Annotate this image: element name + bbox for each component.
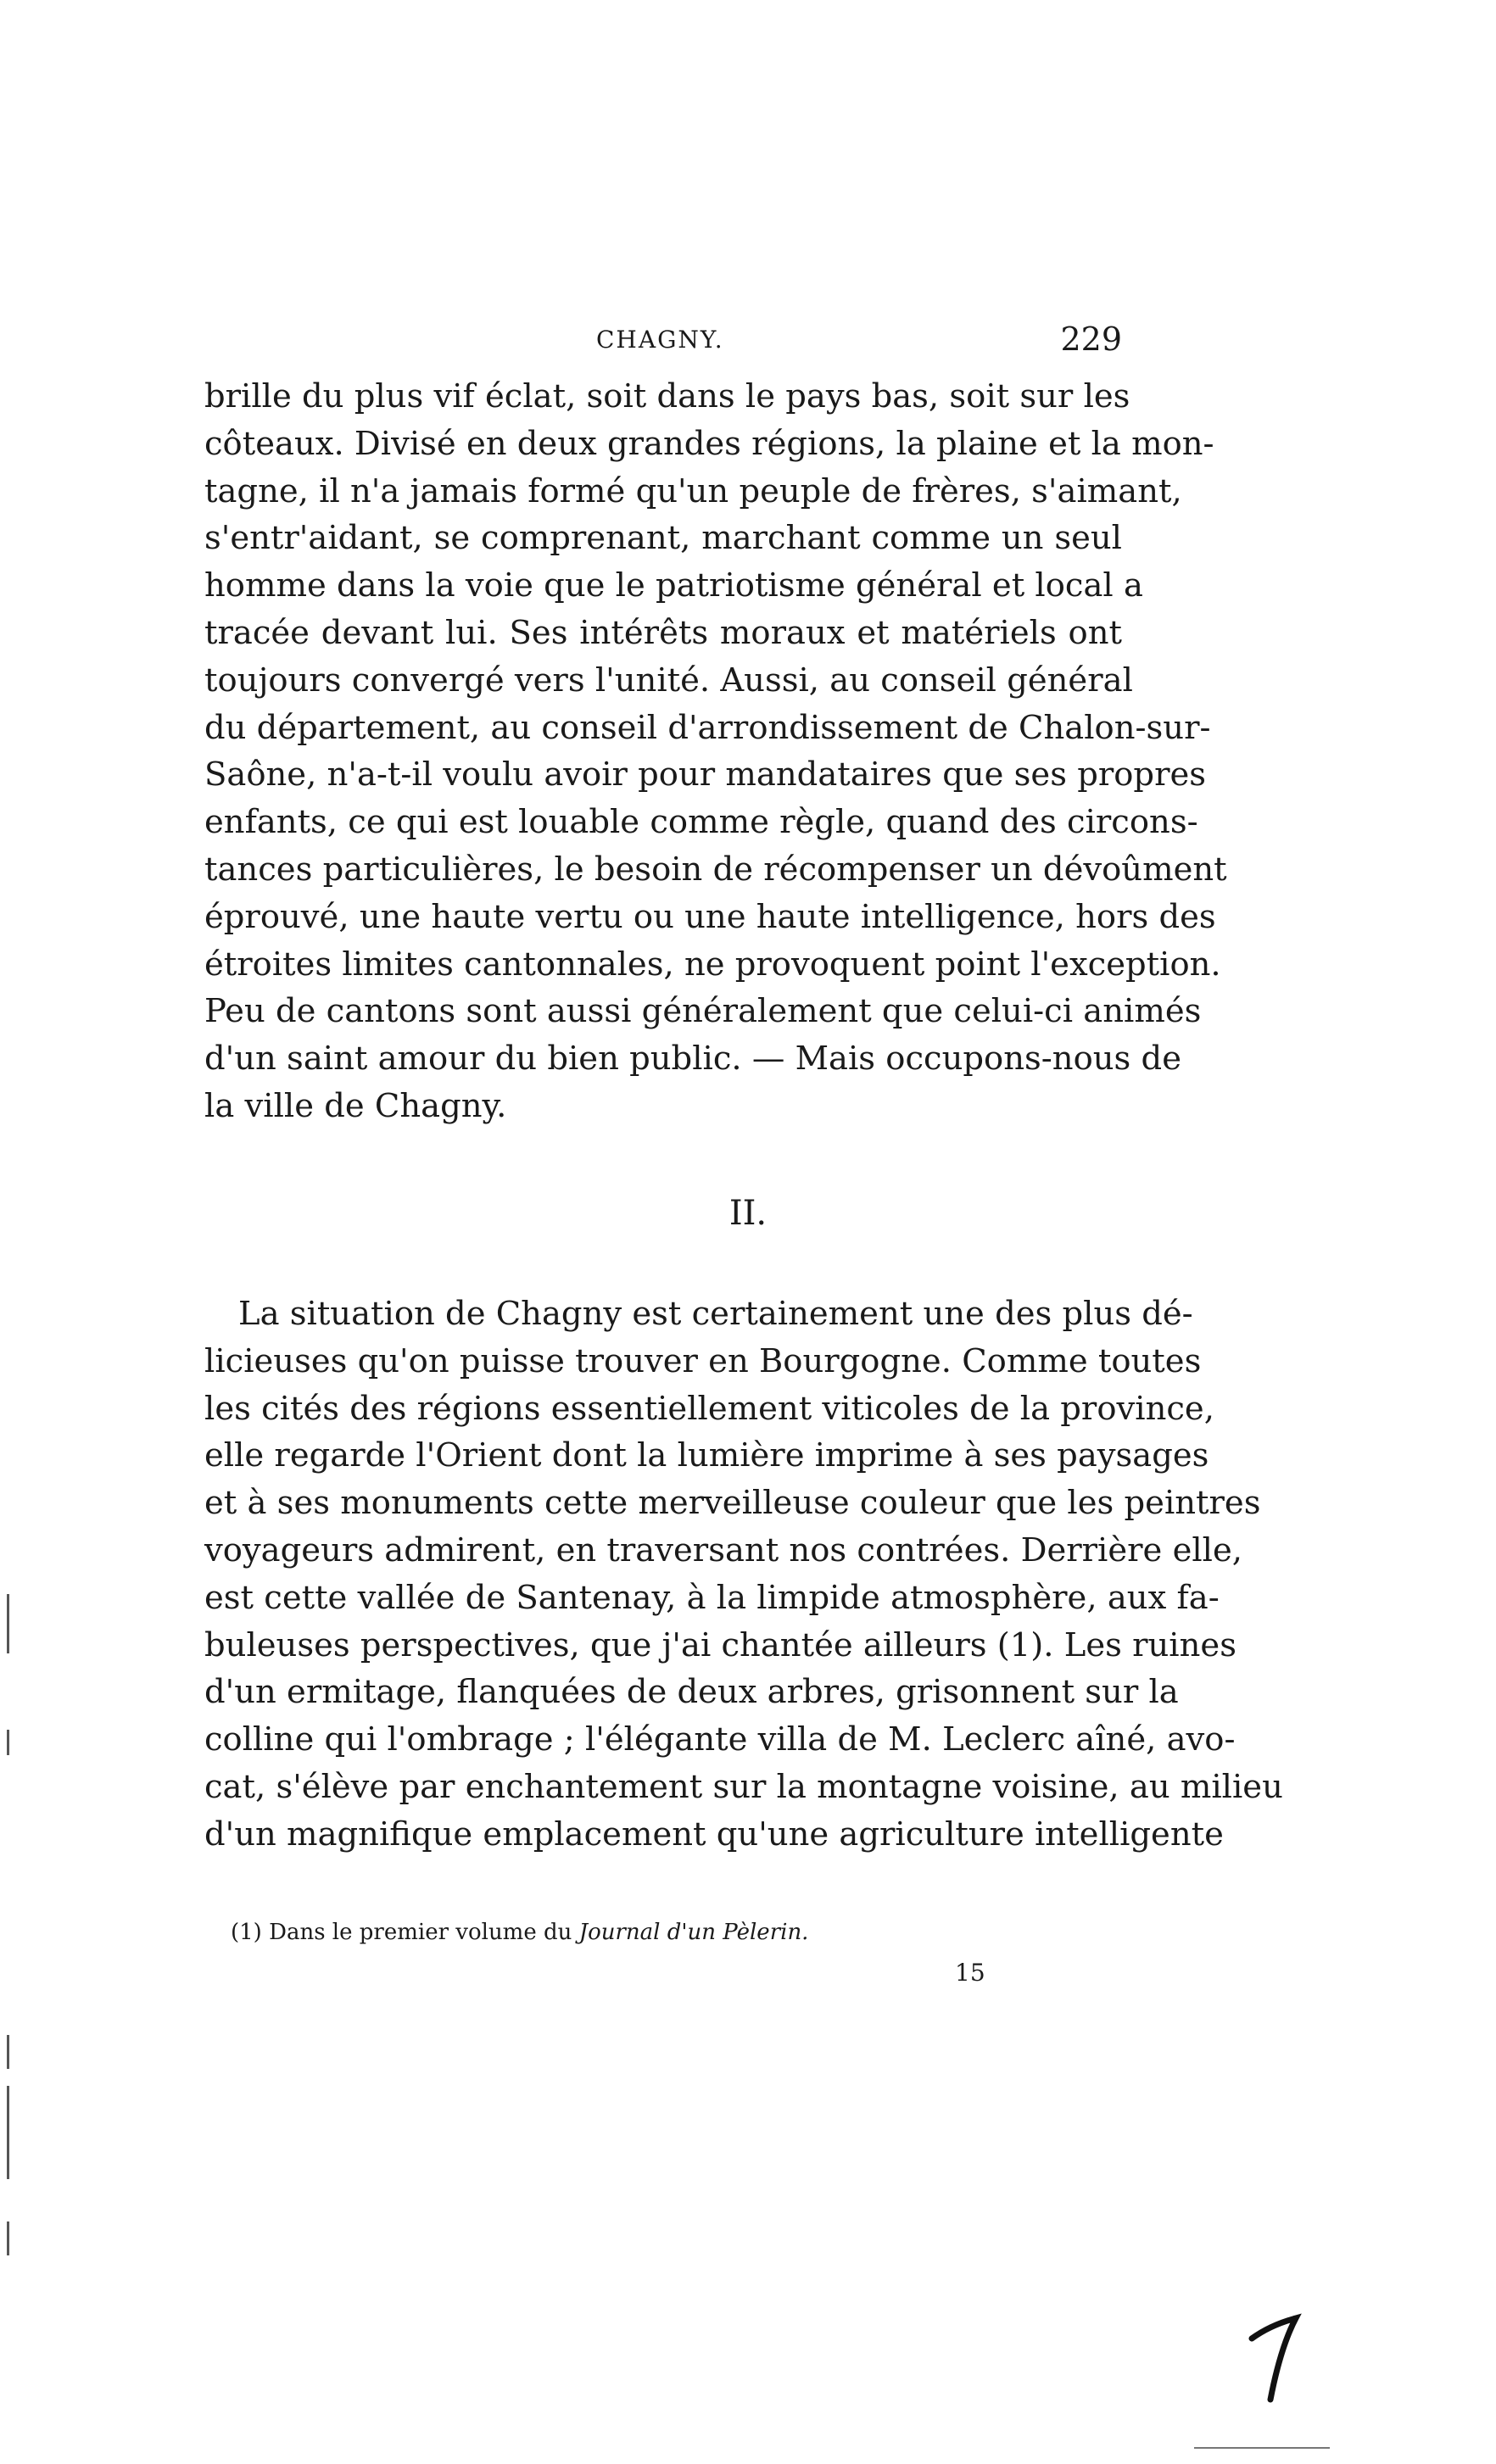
text-line: homme dans la voie que le patriotisme général et local a [204,566,1143,605]
text-line: tracée devant lui. Ses intérêts moraux et matériels ont [204,613,1122,652]
text-line: la ville de Chagny. [204,1086,507,1125]
footnote-marker: (1) [231,1920,262,1945]
text-line: voyageurs admirent, en traversant nos contrées. Derrière elle, [204,1530,1243,1569]
text-line: elle regarde l'Orient dont la lumière imprime à ses paysages [204,1436,1209,1475]
text-line: colline qui l'ombrage ; l'élégante villa de M. Leclerc aîné, avo- [204,1720,1236,1759]
text-line: brille du plus vif éclat, soit dans le pays bas, soit sur les [204,377,1130,415]
handwritten-numeral-text: 1 [1245,2300,1254,2316]
text-line: s'entr'aidant, se comprenant, marchant comme un seul [204,519,1122,558]
page-number: 229 [1060,321,1122,358]
text-line: du département, au conseil d'arrondissement de Chalon-sur- [204,708,1211,747]
text-line: côteaux. Divisé en deux grandes régions, la plaine et la mon- [204,424,1214,463]
text-line: tances particulières, le besoin de récompenser un dévoûment [204,850,1227,889]
footnote-text: Dans le premier volume du [269,1920,572,1945]
text-line: étroites limites cantonnales, ne provoquent point l'exception. [204,945,1221,984]
text-line: d'un magnifique emplacement qu'une agriculture intelligente [204,1815,1224,1854]
paragraph-1 [204,373,1227,1130]
section-heading: II. [728,1194,768,1233]
text-line: et à ses monuments cette merveilleuse couleur que les peintres [204,1484,1261,1523]
margin-scan-mark [7,2222,9,2255]
text-line: éprouvé, une haute vertu ou une haute intelligence, hors des [204,897,1216,936]
text-line: est cette vallée de Santenay, à la limpide atmosphère, aux fa- [204,1578,1220,1617]
margin-scan-mark [7,2086,9,2179]
margin-scan-mark [7,1730,9,1755]
footnote-title: Journal d'un Pèlerin. [578,1920,809,1945]
text-line: les cités des régions essentiellement viticoles de la province, [204,1389,1214,1428]
text-line: buleuses perspectives, que j'ai chantée ailleurs (1). Les ruines [204,1625,1236,1664]
margin-scan-mark [7,1594,9,1653]
text-line: licieuses qu'on puisse trouver en Bourgogne. Comme toutes [204,1341,1202,1380]
page-header [204,321,1122,365]
margin-scan-mark [7,2035,9,2069]
text-line: Saône, n'a-t-il voulu avoir pour mandataires que ses propres [204,755,1207,794]
running-title: CHAGNY. [596,326,724,354]
text-line: enfants, ce qui est louable comme règle, quand des circons- [204,803,1198,842]
text-line: Peu de cantons sont aussi généralement que celui-ci animés [204,992,1202,1031]
paragraph-2 [204,1291,1283,1859]
handwritten-numeral-mark [1245,2300,1313,2406]
printer-signature: 15 [955,1959,985,1987]
text-line: toujours convergé vers l'unité. Aussi, au conseil général [204,661,1133,700]
text-line: d'un saint amour du bien public. — Mais occupons-nous de [204,1040,1181,1079]
text-line: cat, s'élève par enchantement sur la montagne voisine, au milieu [204,1767,1283,1806]
bottom-rule [1194,2447,1330,2449]
text-line: La situation de Chagny est certainement une des plus dé- [238,1295,1193,1333]
text-line: d'un ermitage, flanquées de deux arbres, grisonnent sur la [204,1673,1179,1712]
text-line: tagne, il n'a jamais formé qu'un peuple de frères, s'aimant, [204,471,1182,510]
footnote [231,1920,808,1945]
